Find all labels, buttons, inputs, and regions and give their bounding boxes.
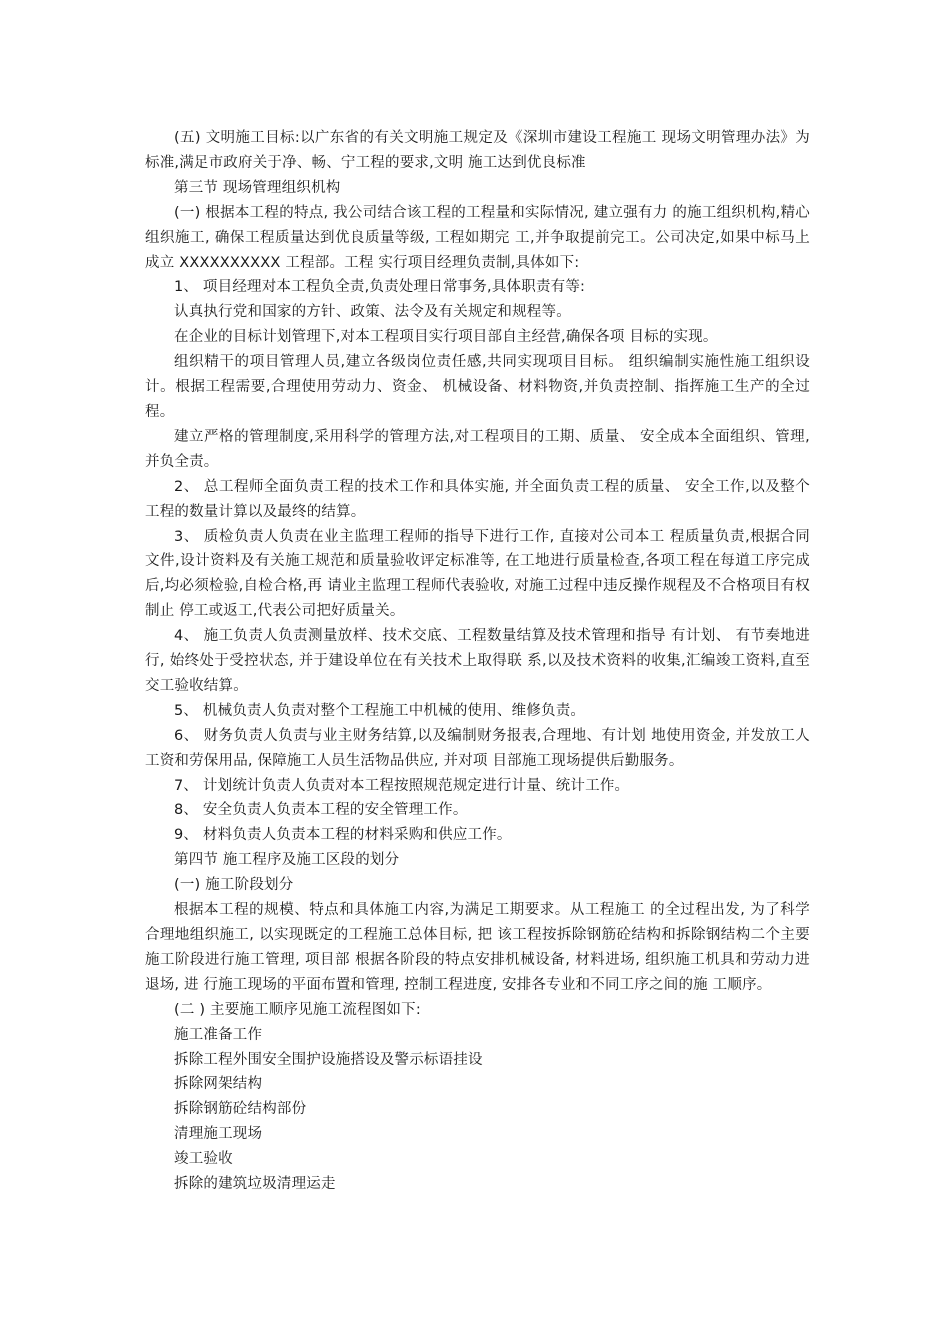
subsection-heading: (二 ) 主要施工顺序见施工流程图如下: bbox=[174, 1001, 421, 1018]
list-item: 6、 财务负责人负责与业主财务结算,以及编制财务报表,合理地、有计划 地使用资金, 并发放工人工资和劳保用品, 保障施工人员生活物品供应, 并对项 目部施工现场提供后勤服务。 bbox=[145, 727, 810, 769]
list-item: 1、 项目经理对本工程负全责,负责处理日常事务,具体职责有等: bbox=[174, 279, 586, 296]
subsection-heading: (一) 施工阶段划分 bbox=[174, 877, 294, 894]
section-heading: 第三节 现场管理组织机构 bbox=[174, 179, 341, 196]
paragraph: 在企业的目标计划管理下,对本工程项目实行项目部自主经营,确保各项 目标的实现。 bbox=[174, 329, 718, 346]
list-item: 7、 计划统计负责人负责对本工程按照规范规定进行计量、统计工作。 bbox=[174, 777, 630, 794]
flow-step: 拆除工程外围安全围护设施搭设及警示标语挂设 bbox=[174, 1051, 483, 1068]
paragraph: (一) 根据本工程的特点, 我公司结合该工程的工程量和实际情况, 建立强有力 的施工组织机构,精心组织施工, 确保工程质量达到优良质量等级, 工程如期完 工,并争取提前完工。公司决定,如果中标马上成立 XXXXXXXXXX 工程部。工程 实行项目经理负责制,具体如下: bbox=[145, 204, 810, 271]
paragraph: 组织精干的项目管理人员,建立各级岗位责任感,共同实现项目目标。 组织编制实施性施工组织设计。根据工程需要,合理使用劳动力、资金、 机械设备、材料物资,并负责控制、指挥施工生产的全过程。 bbox=[145, 354, 810, 420]
flow-step: 清理施工现场 bbox=[174, 1126, 263, 1143]
section-heading: 第四节 施工程序及施工区段的划分 bbox=[174, 852, 400, 869]
paragraph: 根据本工程的规模、特点和具体施工内容,为满足工期要求。从工程施工 的全过程出发, 为了科学合理地组织施工, 以实现既定的工程施工总体目标, 把 该工程按拆除钢筋砼结构和拆除钢结构二个主要施工阶段进行施工管理, 项目部 根据各阶段的特点安排机械设备, 材料进场, 组织施工机具和劳动力进退场, 进 行施工现场的平面布置和管理, 控制工程进度, 安排各专业和不同工序之间的施 工顺序。 bbox=[145, 902, 810, 993]
flow-step: 拆除钢筋砼结构部份 bbox=[174, 1101, 307, 1118]
flow-step: 竣工验收 bbox=[174, 1151, 233, 1168]
list-item: 4、 施工负责人负责测量放样、技术交底、工程数量结算及技术管理和指导 有计划、 有节奏地进行, 始终处于受控状态, 并于建设单位在有关技术上取得联 系,以及技术资料的收集,汇编竣工资料,直至交工验收结算。 bbox=[145, 628, 810, 694]
flow-step: 施工准备工作 bbox=[174, 1026, 263, 1043]
paragraph: 认真执行党和国家的方针、政策、法令及有关规定和规程等。 bbox=[174, 304, 571, 321]
list-item: 3、 质检负责人负责在业主监理工程师的指导下进行工作, 直接对公司本工 程质量负责,根据合同文件,设计资料及有关施工规范和质量验收评定标准等, 在工地进行质量检查,各项工程在每道工序完成后,均必须检验,自检合格,再 请业主监理工程师代表验收, 对施工过程中违反操作规程及不合格项目有权制止 停工或返工,代表公司把好质量关。 bbox=[145, 528, 810, 620]
list-item: 5、 机械负责人负责对整个工程施工中机械的使用、维修负责。 bbox=[174, 702, 586, 719]
paragraph: (五) 文明施工目标:以广东省的有关文明施工规定及《深圳市建设工程施工 现场文明管理办法》为标准,满足市政府关于净、畅、宁工程的要求,文明 施工达到优良标准 bbox=[145, 130, 810, 171]
flow-step: 拆除网架结构 bbox=[174, 1076, 263, 1093]
document-body bbox=[145, 126, 810, 1197]
list-item: 2、 总工程师全面负责工程的技术工作和具体实施, 并全面负责工程的质量、 安全工作,以及整个工程的数量计算以及最终的结算。 bbox=[145, 478, 810, 520]
list-item: 9、 材料负责人负责本工程的材料采购和供应工作。 bbox=[174, 827, 512, 844]
list-item: 8、 安全负责人负责本工程的安全管理工作。 bbox=[174, 802, 468, 819]
flow-step: 拆除的建筑垃圾清理运走 bbox=[174, 1176, 336, 1193]
paragraph: 建立严格的管理制度,采用科学的管理方法,对工程项目的工期、质量、 安全成本全面组织、管理,并负全责。 bbox=[145, 428, 810, 470]
